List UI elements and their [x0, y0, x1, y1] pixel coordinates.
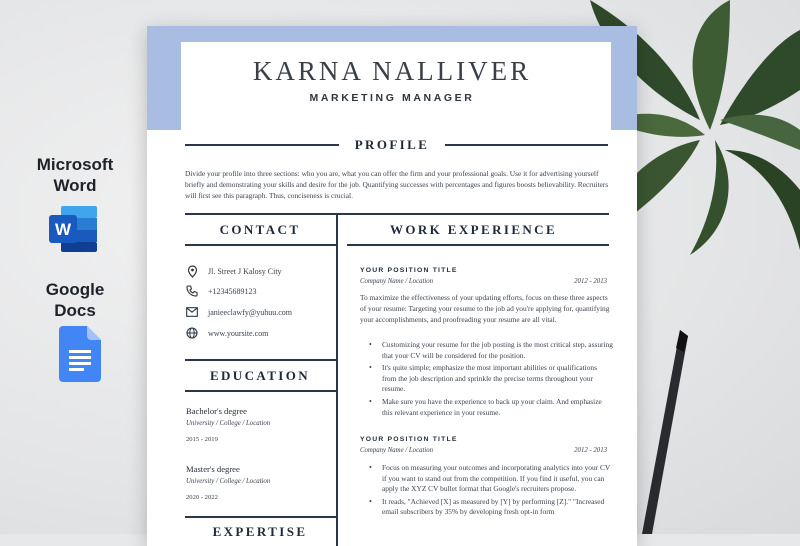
profile-rule-right: [445, 144, 608, 146]
job-company-2: Company Name / Location: [360, 447, 434, 454]
job-title-1: YOUR POSITION TITLE: [360, 267, 458, 274]
education-school-2: University / College / Location: [186, 478, 271, 485]
contact-website-text[interactable]: www.yoursite.com: [208, 328, 269, 338]
education-degree-2: Master's degree: [186, 464, 240, 474]
job-bullet: • Make sure you have the experience to back up your claim. And emphasize this relevant experience in your resume.: [360, 397, 613, 418]
contact-rule: [185, 244, 336, 246]
job-dates-1: 2012 - 2013: [574, 278, 607, 285]
education-degree-1: Bachelor's degree: [186, 406, 247, 416]
resume-name: KARNA NALLIVER: [252, 56, 532, 86]
svg-text:W: W: [54, 220, 72, 239]
expertise-heading: EXPERTISE: [212, 524, 308, 539]
resume-document: [147, 26, 637, 546]
google-docs-label: Google Docs: [45, 280, 105, 320]
education-rule-top: [185, 359, 336, 361]
google-docs-icon: [59, 326, 101, 382]
phone-icon: [185, 284, 199, 298]
education-dates-1: 2015 - 2019: [186, 436, 218, 443]
job-title-2: YOUR POSITION TITLE: [360, 436, 458, 443]
job-bullet: • Customizing your resume for the job posting is the most critical step, assuring that your CV will be considered for the position.: [360, 340, 613, 361]
job-bullets-1: [360, 340, 613, 420]
word-icon: [47, 204, 99, 254]
job-bullet: • Focus on measuring your outcomes and incorporating analytics into your CV if you want to stand out from the competition. If you find it useful, you can apply the XYZ CV bullet format that Google's recruiters propose.: [360, 463, 613, 495]
job-dates-2: 2012 - 2013: [574, 447, 607, 454]
contact-website: [185, 326, 268, 340]
columns-top-rule: [185, 213, 609, 215]
globe-icon: [185, 326, 199, 340]
work-experience-rule: [347, 244, 609, 246]
microsoft-word-label: Microsoft Word: [36, 155, 114, 195]
job-bullets-2: [360, 463, 613, 520]
contact-address: [185, 264, 282, 278]
work-experience-heading: WORK EXPERIENCE: [389, 222, 558, 237]
education-heading: EDUCATION: [209, 368, 311, 383]
resume-job-title: MARKETING MANAGER: [309, 92, 475, 104]
job-company-1: Company Name / Location: [360, 278, 434, 285]
contact-address-text: Jl. Street J Kalosy City: [208, 266, 282, 276]
location-pin-icon: [185, 264, 199, 278]
expertise-rule-top: [185, 516, 336, 518]
pencil-decoration: [636, 330, 696, 534]
contact-phone: [185, 284, 257, 298]
education-dates-2: 2020 - 2022: [186, 494, 218, 501]
contact-email-text[interactable]: janieeclawfy@yuhuu.com: [208, 307, 293, 317]
job-bullet: • It's quite simple; emphasize the most important abilities or qualifications from the job description and sprinkle the precise terms throughout your resume.: [360, 363, 613, 395]
contact-heading: CONTACT: [219, 222, 301, 237]
job-bullet: • It reads, "Achieved [X] as measured by [Y] by performing [Z]." "Increased email subscribers by 35% by developing fresh opt-in form: [360, 497, 613, 518]
job-summary-1: To maximize the effectiveness of your updating efforts, focus on these three aspects of your resume: Targeting your resume to the job ad you're applying for, quantifying your accomplishments, and proofreading your resume are all vital.: [360, 293, 610, 324]
contact-phone-text: +12345689123: [208, 286, 257, 296]
column-divider: [336, 213, 338, 546]
contact-email: [185, 305, 292, 319]
profile-rule-left: [185, 144, 339, 146]
education-school-1: University / College / Location: [186, 420, 271, 427]
profile-heading: PROFILE: [354, 137, 430, 152]
mail-icon: [185, 305, 199, 319]
education-rule-bottom: [185, 390, 336, 392]
profile-text: Divide your profile into three sections: who you are, what you can offer the firm and your professional goals. Use it for advertising yourself briefly and demonstrating your skills and desire for the job. Quantifying successes with percentages and figures boosts believability. Recruiters will first see this paragraph. Thus, conciseness is crucial.: [185, 169, 609, 200]
